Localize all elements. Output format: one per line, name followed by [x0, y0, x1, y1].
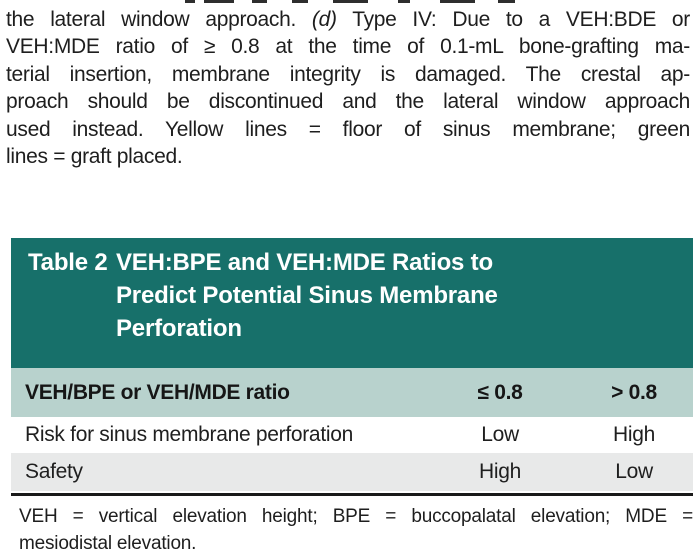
table-row	[11, 453, 693, 491]
column-header-le-0-8: ≤ 0.8	[477, 380, 523, 404]
column-header-ratio: VEH/BPE or VEH/MDE ratio	[25, 380, 290, 404]
table-header-row	[11, 368, 693, 417]
table-title	[116, 246, 683, 345]
table-title-banner	[11, 238, 693, 368]
figure-caption	[6, 6, 690, 170]
cropped-text-fragment	[333, 0, 368, 3]
table-title-line: Perforation	[116, 315, 242, 342]
footnote-line: mesiodistal elevation.	[19, 533, 197, 554]
caption-line: terial insertion, membrane integrity is damaged. The crestal ap-	[6, 62, 690, 86]
table-bottom-rule	[11, 493, 693, 496]
row-label: Risk for sinus membrane perforation	[25, 423, 353, 446]
table-title-line: VEH:BPE and VEH:MDE Ratios to	[116, 249, 493, 276]
row-label: Safety	[25, 460, 83, 483]
caption-italic-marker: (d)	[311, 8, 337, 31]
table-title-line: Predict Potential Sinus Membrane	[116, 282, 498, 309]
table-row	[11, 417, 693, 453]
table-footnote	[11, 503, 693, 557]
caption-line	[6, 6, 690, 33]
cropped-text-fragment	[252, 0, 267, 3]
caption-text: the lateral window approach.	[6, 8, 312, 31]
cropped-text-fragment	[292, 0, 308, 3]
caption-text: Type IV: Due to a VEH:BDE or	[336, 8, 690, 31]
row-value: Low	[615, 460, 653, 483]
table-2	[11, 238, 693, 557]
row-value: High	[613, 423, 655, 446]
cropped-text-fragment	[440, 0, 475, 3]
cropped-text-fragment	[204, 0, 234, 3]
cropped-text-fragment	[498, 0, 515, 3]
row-value: Low	[481, 423, 519, 446]
cropped-text-fragment	[185, 0, 195, 3]
cropped-text-fragment	[398, 0, 410, 3]
caption-line: used instead. Yellow lines = floor of sinus membrane; green	[6, 117, 690, 141]
footnote-line: VEH = vertical elevation height; BPE = buccopalatal elevation; MDE =	[19, 506, 693, 527]
caption-line: VEH:MDE ratio of ≥ 0.8 at the time of 0.1-mL bone-grafting ma-	[6, 35, 690, 59]
row-value: High	[479, 460, 521, 483]
caption-line: lines = graft placed.	[6, 145, 183, 169]
table-number-label: Table 2	[28, 249, 108, 276]
caption-line: proach should be discontinued and the lateral window approach	[6, 90, 690, 114]
column-header-gt-0-8: > 0.8	[611, 380, 657, 404]
